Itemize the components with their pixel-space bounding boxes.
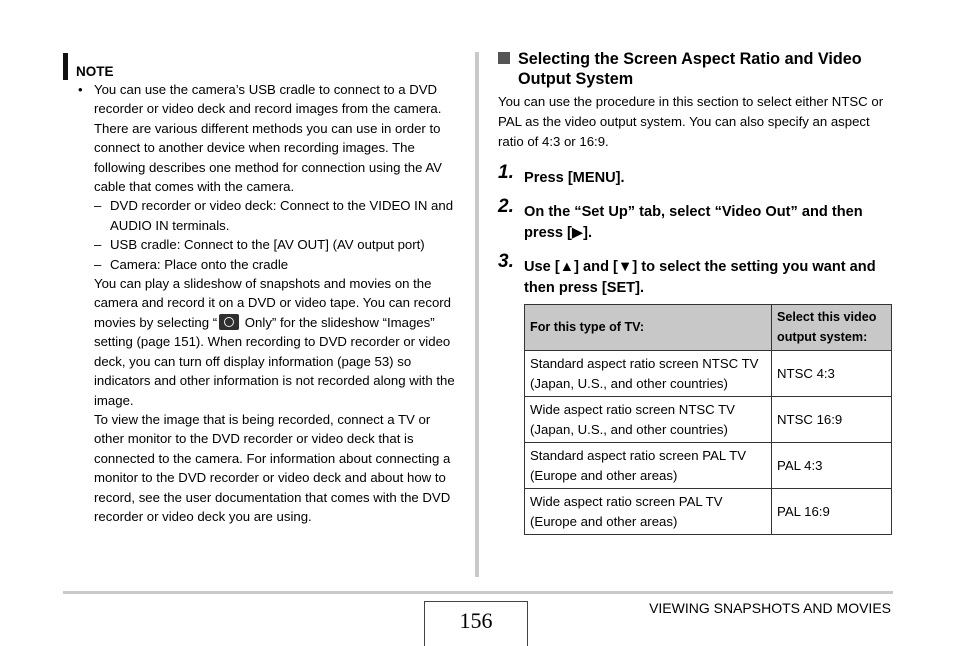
dash-mark: –	[94, 256, 102, 272]
step-text: Use [▲] and [▼] to select the setting you want and then press [SET].	[524, 259, 876, 296]
table-row	[525, 397, 892, 443]
note-item-text: DVD recorder or video deck: Connect to the VIDEO IN and AUDIO IN terminals.	[110, 198, 454, 233]
footer-section-name: VIEWING SNAPSHOTS AND MOVIES	[649, 600, 891, 616]
step-number: 3.	[498, 251, 514, 272]
step-text: Press [MENU].	[524, 170, 625, 186]
table-cell-output-system: PAL 16:9	[772, 489, 892, 535]
step-number: 1.	[498, 162, 514, 183]
table-cell-output-system: PAL 4:3	[772, 443, 892, 489]
page-number: 156	[424, 601, 528, 646]
bullet-dot: •	[78, 82, 83, 97]
step-3	[498, 251, 893, 298]
column-divider	[475, 52, 479, 577]
section-title: Selecting the Screen Aspect Ratio and Video Output System	[518, 50, 862, 88]
note-marker-bar	[63, 53, 68, 80]
note-label: NOTE	[76, 64, 114, 79]
heading-square-icon	[498, 52, 510, 64]
note-item-text: Camera: Place onto the cradle	[110, 256, 289, 272]
para-text-before-icon: You can play a slideshow of snapshots and movies on the camera and record it on a DVD or video tape. You can record movies by selecting “	[94, 276, 452, 330]
table-row	[525, 443, 892, 489]
dash-mark: –	[94, 237, 102, 253]
table-row	[525, 351, 892, 397]
note-bullet	[78, 80, 458, 196]
note-intro: You can use the camera’s USB cradle to connect to a DVD recorder or video deck and record images from the camera. There are various different methods you can use in order to connect to another device when recording images. The following describes one method for connection using the AV cable that comes with the camera.	[94, 82, 442, 195]
table-cell-output-system: NTSC 16:9	[772, 397, 892, 443]
table-cell-output-system: NTSC 4:3	[772, 351, 892, 397]
footer-divider	[63, 591, 893, 594]
table-row	[525, 489, 892, 535]
note-paragraph-view: To view the image that is being recorded, connect a TV or other monitor to the DVD recorder or video deck that is connected to the camera. For information about connecting a monitor to the DVD recorder or video deck and about how to record, see the user documentation that comes with the DVD recorder or video deck you are using.	[94, 411, 451, 524]
section-intro: You can use the procedure in this section to select either NTSC or PAL as the video output system. You can also specify an aspect ratio of 4:3 or 16:9.	[498, 94, 884, 149]
note-body	[78, 80, 458, 526]
note-paragraph-slideshow	[78, 274, 458, 410]
table-header-tv-type: For this type of TV:	[525, 305, 772, 351]
para-text-after-icon: Only” for the slideshow “Images” setting (page 151). When recording to DVD recorder or video deck, you can turn off display information (page 53) so indicators and other information is not recorded along with the image.	[94, 314, 455, 408]
table-cell-tv-type: Standard aspect ratio screen PAL TV (Europe and other areas)	[525, 443, 772, 489]
table-cell-tv-type: Standard aspect ratio screen NTSC TV (Japan, U.S., and other countries)	[525, 351, 772, 397]
video-output-table	[524, 304, 892, 535]
table-cell-tv-type: Wide aspect ratio screen PAL TV (Europe and other areas)	[525, 489, 772, 535]
note-item	[78, 196, 458, 235]
slideshow-movie-icon	[219, 314, 239, 330]
note-item-text: USB cradle: Connect to the [AV OUT] (AV output port)	[110, 237, 425, 253]
step-number: 2.	[498, 196, 514, 217]
step-1	[498, 162, 893, 189]
step-text: On the “Set Up” tab, select “Video Out” and then press [▶].	[524, 204, 863, 241]
step-2	[498, 196, 893, 243]
table-header-row	[525, 305, 892, 351]
note-item	[78, 235, 458, 254]
note-item	[78, 255, 458, 274]
section-heading	[498, 49, 898, 89]
dash-mark: –	[94, 198, 102, 214]
table-header-output-system: Select this video output system:	[772, 305, 892, 351]
table-cell-tv-type: Wide aspect ratio screen NTSC TV (Japan, U.S., and other countries)	[525, 397, 772, 443]
